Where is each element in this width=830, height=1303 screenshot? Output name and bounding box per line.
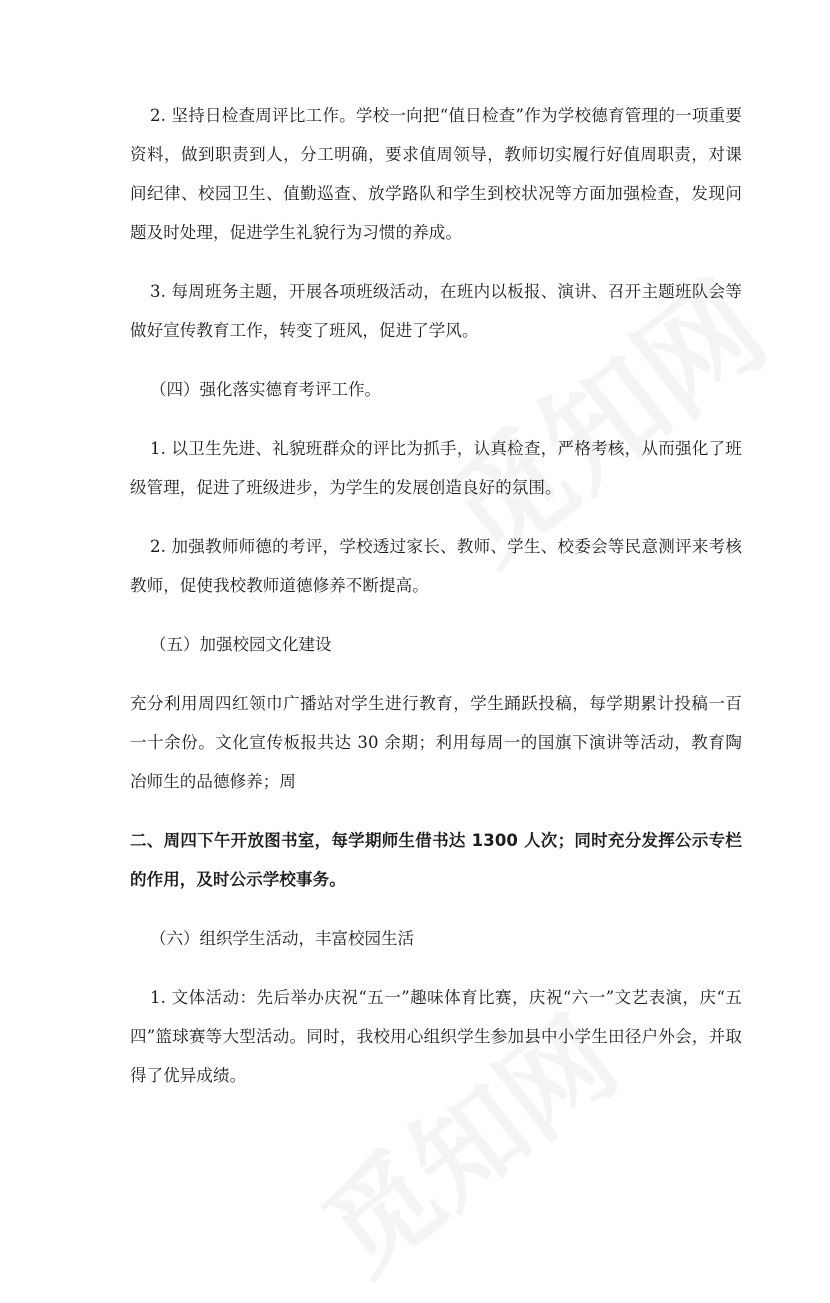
section-heading-5: （五）加强校园文化建设 (150, 635, 332, 654)
paragraph-sports-activities: 1. 文体活动：先后举办庆祝“五一”趣味体育比赛，庆祝“六一”文艺表演，庆“五四”篮球赛等大型活动。同时，我校用心组织学生参加县中小学生田径户外会，并取得了优异成绩。 (130, 988, 742, 1085)
paragraph-library-bold: 二、周四下午开放图书室，每学期师生借书达 1300 人次；同时充分发挥公示专栏的作用，及时公示学校事务。 (130, 831, 742, 889)
paragraph-check-evaluation: 2. 坚持日检查周评比工作。学校一向把“值日检查”作为学校德育管理的一项重要资料，做到职责到人，分工明确，要求值周领导，教师切实履行好值周职责，对课间纪律、校园卫生、值勤巡查、放学路队和学生到校状况等方面加强检查，发现问题及时处理，促进学生礼貌行为习惯的养成。 (130, 106, 742, 242)
paragraph-campus-culture: 充分利用周四红领巾广播站对学生进行教育，学生踊跃投稿，每学期累计投稿一百一十余份。文化宣传板报共达 30 余期；利用每周一的国旗下演讲等活动，教育陶冶师生的品德修养；周 (130, 694, 742, 791)
section-heading-6: （六）组织学生活动，丰富校园生活 (150, 929, 414, 948)
paragraph-teacher-ethics: 2. 加强教师师德的考评，学校透过家长、教师、学生、校委会等民意测评来考核教师，促使我校教师道德修养不断提高。 (130, 537, 742, 595)
document-page (130, 96, 742, 1115)
section-heading-4: （四）强化落实德育考评工作。 (150, 380, 381, 399)
paragraph-hygiene-evaluation: 1. 以卫生先进、礼貌班群众的评比为抓手，认真检查，严格考核，从而强化了班级管理，促进了班级进步，为学生的发展创造良好的氛围。 (130, 439, 742, 497)
paragraph-weekly-class-theme: 3. 每周班务主题，开展各项班级活动，在班内以板报、演讲、召开主题班队会等做好宣传教育工作，转变了班风，促进了学风。 (130, 282, 742, 340)
